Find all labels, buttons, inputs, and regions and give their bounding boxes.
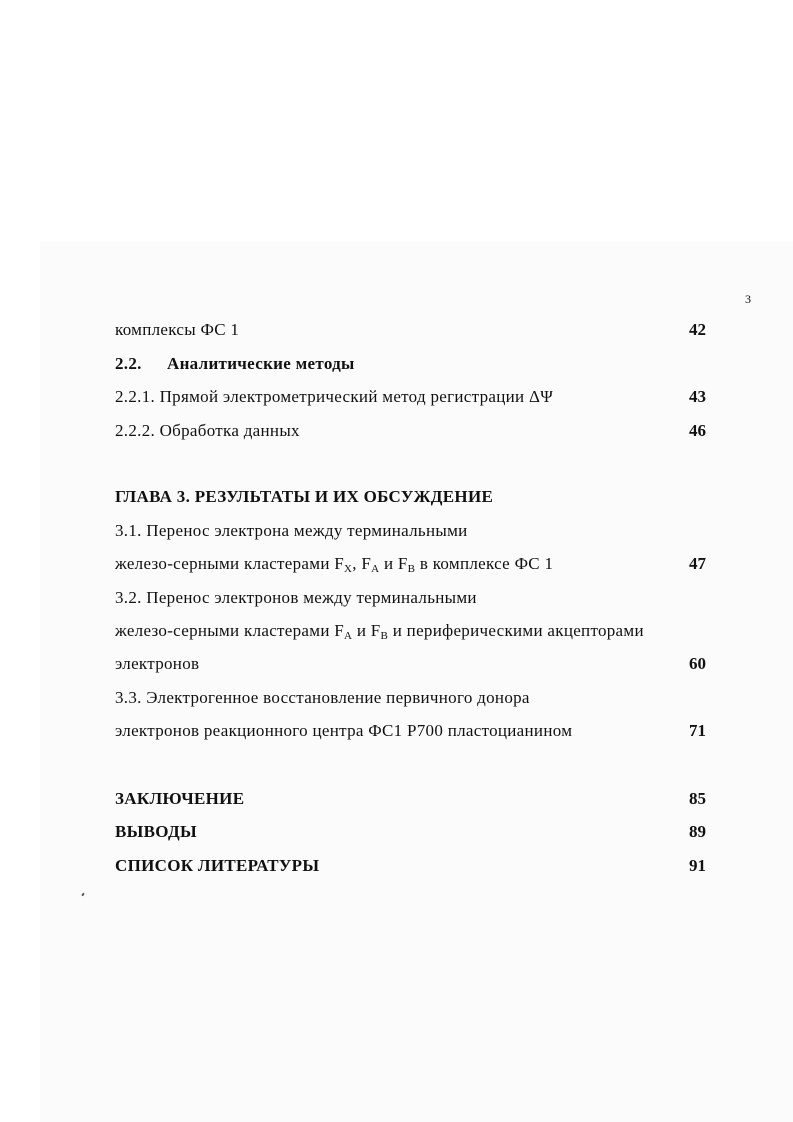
toc-chapter-3: ГЛАВА 3. РЕЗУЛЬТАТЫ И ИХ ОБСУЖДЕНИЕ [115,487,494,506]
subscript: A [371,563,380,575]
toc-entry-3-2-line3: электронов [115,654,200,673]
page-scan-area [40,242,793,1122]
text-segment: и периферическими акцепторами [388,621,644,640]
toc-page-43: 43 [689,387,706,406]
toc-entry-3-2-line1: 3.2. Перенос электронов между терминальными [115,588,477,607]
toc-entry-3-3-line2: электронов реакционного центра ФС1 Р700 пластоцианином [115,721,573,740]
subscript: B [407,563,416,575]
toc-entry-2-2-1: 2.2.1. Прямой электрометрический метод регистрации ΔΨ [115,387,554,406]
text-segment: железо-серными кластерами F [115,621,345,640]
text-segment: железо-серными кластерами F [115,554,345,573]
toc-entry-2-2-2: 2.2.2. Обработка данных [115,421,300,440]
toc-page-71: 71 [689,721,706,740]
toc-findings: ВЫВОДЫ [115,822,197,841]
subscript: B [380,630,389,642]
toc-page-46: 46 [689,421,706,440]
toc-page-85: 85 [689,789,706,808]
text-segment: в комплексе ФС 1 [415,554,554,573]
subscript: X [344,563,353,575]
subscript: A [344,630,353,642]
toc-page-89: 89 [689,822,706,841]
toc-entry-3-1-line2 [115,554,553,576]
toc-references: СПИСОК ЛИТЕРАТУРЫ [115,856,320,875]
toc-page-42: 42 [689,320,706,339]
toc-section-2-2 [115,354,355,374]
text-segment: , F [352,554,372,573]
toc-entry-3-1-line1: 3.1. Перенос электрона между терминальными [115,521,468,540]
section-number: 2.2. [115,354,142,373]
toc-page-91: 91 [689,856,706,875]
toc-entry-3-2-line2 [115,621,644,643]
toc-page-47: 47 [689,554,706,573]
toc-conclusion: ЗАКЛЮЧЕНИЕ [115,789,245,808]
page-number: 3 [745,292,751,306]
section-title: Аналитические методы [167,354,355,373]
toc-entry-3-3-line1: 3.3. Электрогенное восстановление первичного донора [115,688,530,707]
text-segment: и F [352,621,381,640]
text-segment: и F [379,554,408,573]
toc-entry-complexes: комплексы ФС 1 [115,320,240,339]
toc-page-60: 60 [689,654,706,673]
